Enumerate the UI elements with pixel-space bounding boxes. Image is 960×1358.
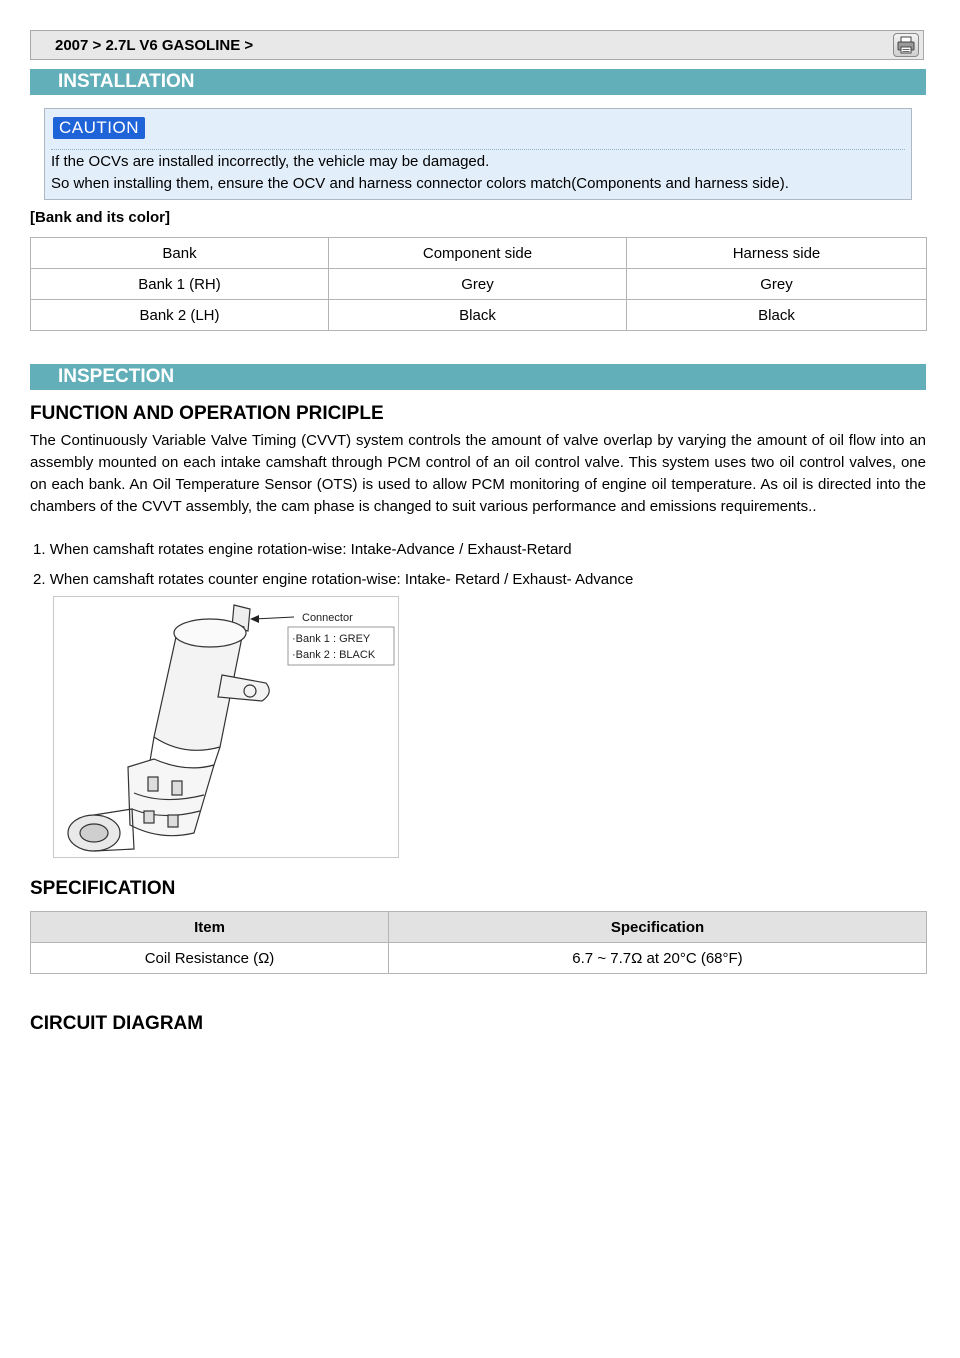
circuit-diagram-heading: CIRCUIT DIAGRAM [30, 1013, 204, 1034]
specification-heading: SPECIFICATION [30, 878, 176, 899]
function-heading: FUNCTION AND OPERATION PRICIPLE [30, 403, 384, 424]
table-cell: Bank 2 (LH) [31, 300, 329, 331]
table-header-cell: Harness side [627, 238, 927, 269]
table-cell: Black [329, 300, 627, 331]
table-row [31, 943, 927, 974]
table-header-cell: Specification [389, 912, 927, 943]
table-cell: Grey [329, 269, 627, 300]
ocv-illustration [54, 597, 398, 857]
table-cell: Grey [627, 269, 927, 300]
table-header-cell: Bank [31, 238, 329, 269]
breadcrumb [30, 30, 924, 60]
table-row [31, 269, 927, 300]
table-cell: Coil Resistance (Ω) [31, 943, 389, 974]
list-item-number: 1. [33, 541, 46, 558]
list-item-number: 2. [33, 571, 46, 588]
bank1-label: ·Bank 1 : GREY [292, 633, 371, 645]
table-row [31, 300, 927, 331]
list-item [33, 571, 633, 588]
bank-color-table [30, 237, 927, 331]
table-cell: Black [627, 300, 927, 331]
print-button[interactable] [893, 33, 919, 57]
caution-box [44, 108, 912, 200]
connector-label: Connector [302, 612, 353, 624]
list-item [33, 541, 572, 558]
table-header-cell: Item [31, 912, 389, 943]
table-header-row [31, 912, 927, 943]
printer-icon [894, 34, 918, 56]
table-header-cell: Component side [329, 238, 627, 269]
function-paragraph: The Continuously Variable Valve Timing (CVVT) system controls the amount of valve overlap by varying the amount of oil flow into an assembly mounted on each intake camshaft through PCM control of an oil control valve. This system uses two oil control valves, one on each bank. An Oil Temperature Sensor (OTS) is used to allow PCM monitoring of engine oil temperature. As oil is directed into the chambers of the CVVT assembly, the cam phase is changed to suit various performance and emissions requirements.. [30, 432, 926, 515]
breadcrumb-text: 2007 > 2.7L V6 GASOLINE > [55, 37, 254, 54]
caution-badge: CAUTION [53, 117, 145, 139]
caution-divider [51, 149, 905, 150]
list-item-text: When camshaft rotates counter engine rotation-wise: Intake- Retard / Exhaust- Advance [49, 571, 634, 588]
caution-line-1: If the OCVs are installed incorrectly, the vehicle may be damaged. [51, 153, 490, 170]
table-cell: 6.7 ~ 7.7Ω at 20°C (68°F) [389, 943, 927, 974]
specification-table [30, 911, 927, 974]
installation-header: INSTALLATION [30, 69, 926, 95]
list-item-text: When camshaft rotates engine rotation-wise: Intake-Advance / Exhaust-Retard [49, 541, 572, 558]
caution-line-2: So when installing them, ensure the OCV and harness connector colors match(Components and harness side). [51, 175, 789, 192]
bank-table-caption: [Bank and its color] [30, 209, 171, 226]
bank2-label: ·Bank 2 : BLACK [292, 649, 376, 661]
table-header-row [31, 238, 927, 269]
table-cell: Bank 1 (RH) [31, 269, 329, 300]
inspection-header: INSPECTION [30, 364, 926, 390]
ocv-figure [53, 596, 399, 858]
